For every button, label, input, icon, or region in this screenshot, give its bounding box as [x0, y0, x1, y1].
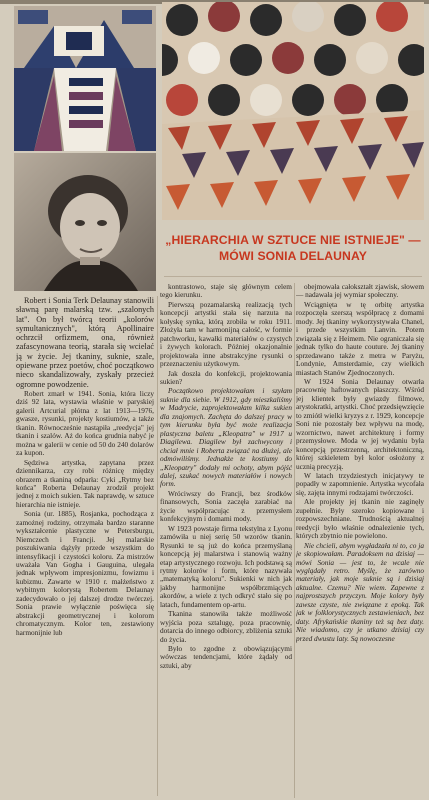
patchwork-graphic [14, 6, 156, 151]
headline-line-2: MÓWI SONIA DELAUNAY [219, 249, 367, 263]
paragraph: Jak doszła do konfekcji, projektowania sukien? [160, 368, 292, 386]
portrait-photo [14, 153, 156, 291]
headline-line-1: „HIERARCHIA W SZTUCE NIE ISTNIEJE" — [165, 233, 421, 247]
paragraph: Ale projekty jej tkanin nie zaginęły zupełnie. Były szeroko kopiowane i rozpowszechniane. Trudnością aktualnej reedycji było właśnie odnalezienie tych, których zbytnio nie powielono. [296, 497, 424, 541]
column-divider [294, 283, 295, 798]
paragraph: Sonia (ur. 1885), Rosjanka, pochodząca z zamożnej rodziny, otrzymała bardzo staranne wykształcenie plastyczne w Petersburgu, Niemczech i Francji. Jej malarskie poszukiwania dążyły przede wszystkim do intensyfikacji i czystości koloru. Za mistrzów uważała Van Gogha i Gauguina, ulegała jednak wpływom impresjonizmu, fowizmu i kubizmu. Zawarte w 1910 r. małżeństwo z wybitnym kolorystą Robertem Delaunay zadecydowało o jej dalszej drodze twórczej. Sonia prawie wyłącznie poświęca się abstrakcji geometrycznej i kolorom chromatycznym. Kolor ten, zestawiony harmonijnie lub [16, 509, 154, 637]
paragraph: W 1924 Sonia Delaunay otwarła pracownię haftowanych płaszczy. Wśród jej klientek były gwiazdy filmowe, arystokratki, artystki. Choć przedsięwzięcie to zmiótł wielki kryzys z r. 1929, koncepcje Soni nie pozostały bez wpływu na modę, wzornictwo, nawet architekturę i formy przemysłowe. Moda w jej wydaniu była koncepcją przestrzenną, architektoniczną, której szkieletem był kolor osłożony z ucznią precyzją. [296, 376, 424, 471]
paragraph: W latach trzydziestych inicjatywy te popadły w zapomnienie. Artystka wycofała się, zajęta innymi rodzajami twórczości. [296, 470, 424, 497]
paragraph: Wróciwszy do Francji, bez środków finansowych, Sonia zaczęła zarabiać na życie współpracując z przemysłem konfekcyjnym i domami mody. [160, 488, 292, 524]
article-column-3 [296, 283, 424, 798]
paragraph: Było to zgodne z obowiązującymi wówczas tendencjami, które żądały od sztuki, aby [160, 644, 292, 670]
paragraph: Pierwszą pozamalarską realizacją tych koncepcji artystki stała się narzuta na kołyskę synka, którą zrobiła w roku 1911. Złożyła tam w harmonijną całość, w formie patchworku, kawałki materiałów o czystych i żywych kolorach. Później okazjonalnie projektowała inne abstrakcyjne rysunki o przeznaczeniu użytkowym. [160, 299, 292, 369]
paragraph: kontrastowo, staje się głównym celem tego kierunku. [160, 283, 292, 300]
paragraph: W 1923 powstaje firma tekstylna z Lyonu zamówiła u niej serię 50 wzorów tkanin. Rysunki te są już do końca przemyślaną koncepcją jej malarstwa i stanowią ważny etap artystycznego rozwoju. Ich podstawą są rytmy kolorów i form, które nazywała „matematyką koloru". Sukienki w nich jak jakby harmonijne współbrzmiących akordów, a wiele z tych odkryć stało się po latach, fundamentem op-artu. [160, 523, 292, 609]
circle-pattern-fabric [162, 2, 424, 220]
article-column-1 [16, 296, 154, 796]
lead-paragraph: Robert i Sonia Terk Delaunay stanowili sławną parę malarską tzw. „szalonych lat". On był twórcą teorii „kolorów symultanicznych", którą Apollinaire ochrzcił orfizmem, ona, również zafascynowana teorią, starała się wcielać ją w życie. Jej tkaniny, suknie, szale, opiewane przez poetów, choć początkowo nieco skandalizowały, zyskały przecież ogromne powodzenie. [16, 296, 154, 389]
paragraph: obejmowała całokształt zjawisk, słowem — nadawała jej wymiar społeczny. [296, 283, 424, 300]
article-column-2 [160, 283, 292, 798]
sonia-delaunay-portrait [14, 153, 156, 291]
paragraph: Sędziwa artystka, zapytana przez dziennikarza, czy robi różnicę między obrazem a tkaniną odparła: Cyki „Rytmy bez końca" Roberta Delaunay zrodził projekt jednej z moich sukien. Tak naprawdę, w sztuce hierarchia nie istnieje. [16, 457, 154, 509]
quote-paragraph: Początkowo projektowałam i szyłam suknie dla siebie. W 1912, gdy mieszkaliśmy w Madrycie, zaprojektowałam kilka sukien dla znajomych. Zachęta do dalszej pracy w tym kierunku była być może realizacja plastyczna baletu „Kleopatra" w 1917 u Diagilewa. Diagilew był zachwycony i chciał mnie i Roberta związać na dłużej, ale odmówiliśmy. Jednakże te kostiumy do „Kleopatry" dodały mi ochoty, abym pójść dalej, szukać nowych materiałów i nowych form. [160, 386, 292, 489]
textile-illustration [14, 6, 156, 151]
article-headline [164, 232, 422, 264]
paragraph: Wciągnięta w tę orbitę artystka rozpoczęła szerszą współpracę z domami mody. Jej tkaniny wykorzystywała Chanel, i przede wszystkim Lanvin. Potem związała się z Heimem. Nie ograniczała się jednak tylko do haute couture. Jej tkaniny sprzedawano także z metra w Paryżu, Londynie, Amsterdamie, czy wielkich miastach Stanów Zjednoczonych. [296, 299, 424, 377]
fabric-circles-graphic [162, 2, 424, 220]
headline-divider [164, 276, 422, 277]
paragraph: Robert zmarł w 1941. Sonia, która liczy dziś 92 lata, wystawia właśnie w paryskiej galerii Artcurial płótna z lat 1913—1976, gwasze, rysunki, projekty kostiumów, a także tkanin. Równocześnie nastąpiła „reedycja" jej tkanin i szalów. Aż do końca grudnia nabyć je można w galerii w cenie od 50 do 240 dolarów za kupon. [16, 388, 154, 458]
quote-paragraph: Nie chcieli, abym wygładzała ni to, co ja je skopiowałam. Paradoksem na dzisiaj — mówi Sonia — jest to, że wcale nie wyglądały retro. Myślę, że zarówno materiały, jak moje suknie są i dzisiaj aktualne. Czemu? Nie wiem. Zapewne z najprostszych przyczyn. Moje kolory były zawsze czyste, nie związane z epoką. Tak jak w folklorystycznych zestawieniach, bez daty. Afrykańskie tkaniny też są bez daty. Nie wiadomo, czy je utkano dzisiaj czy przed dwustu laty. Są nowoczesne [296, 540, 424, 643]
paragraph: Tkanina stanowiła także możliwość wyjścia poza sztalugę, poza pracownię, dotarcia do innego odbiorcy, zbliżenia sztuki do życia. [160, 609, 292, 644]
column-divider [157, 296, 158, 796]
